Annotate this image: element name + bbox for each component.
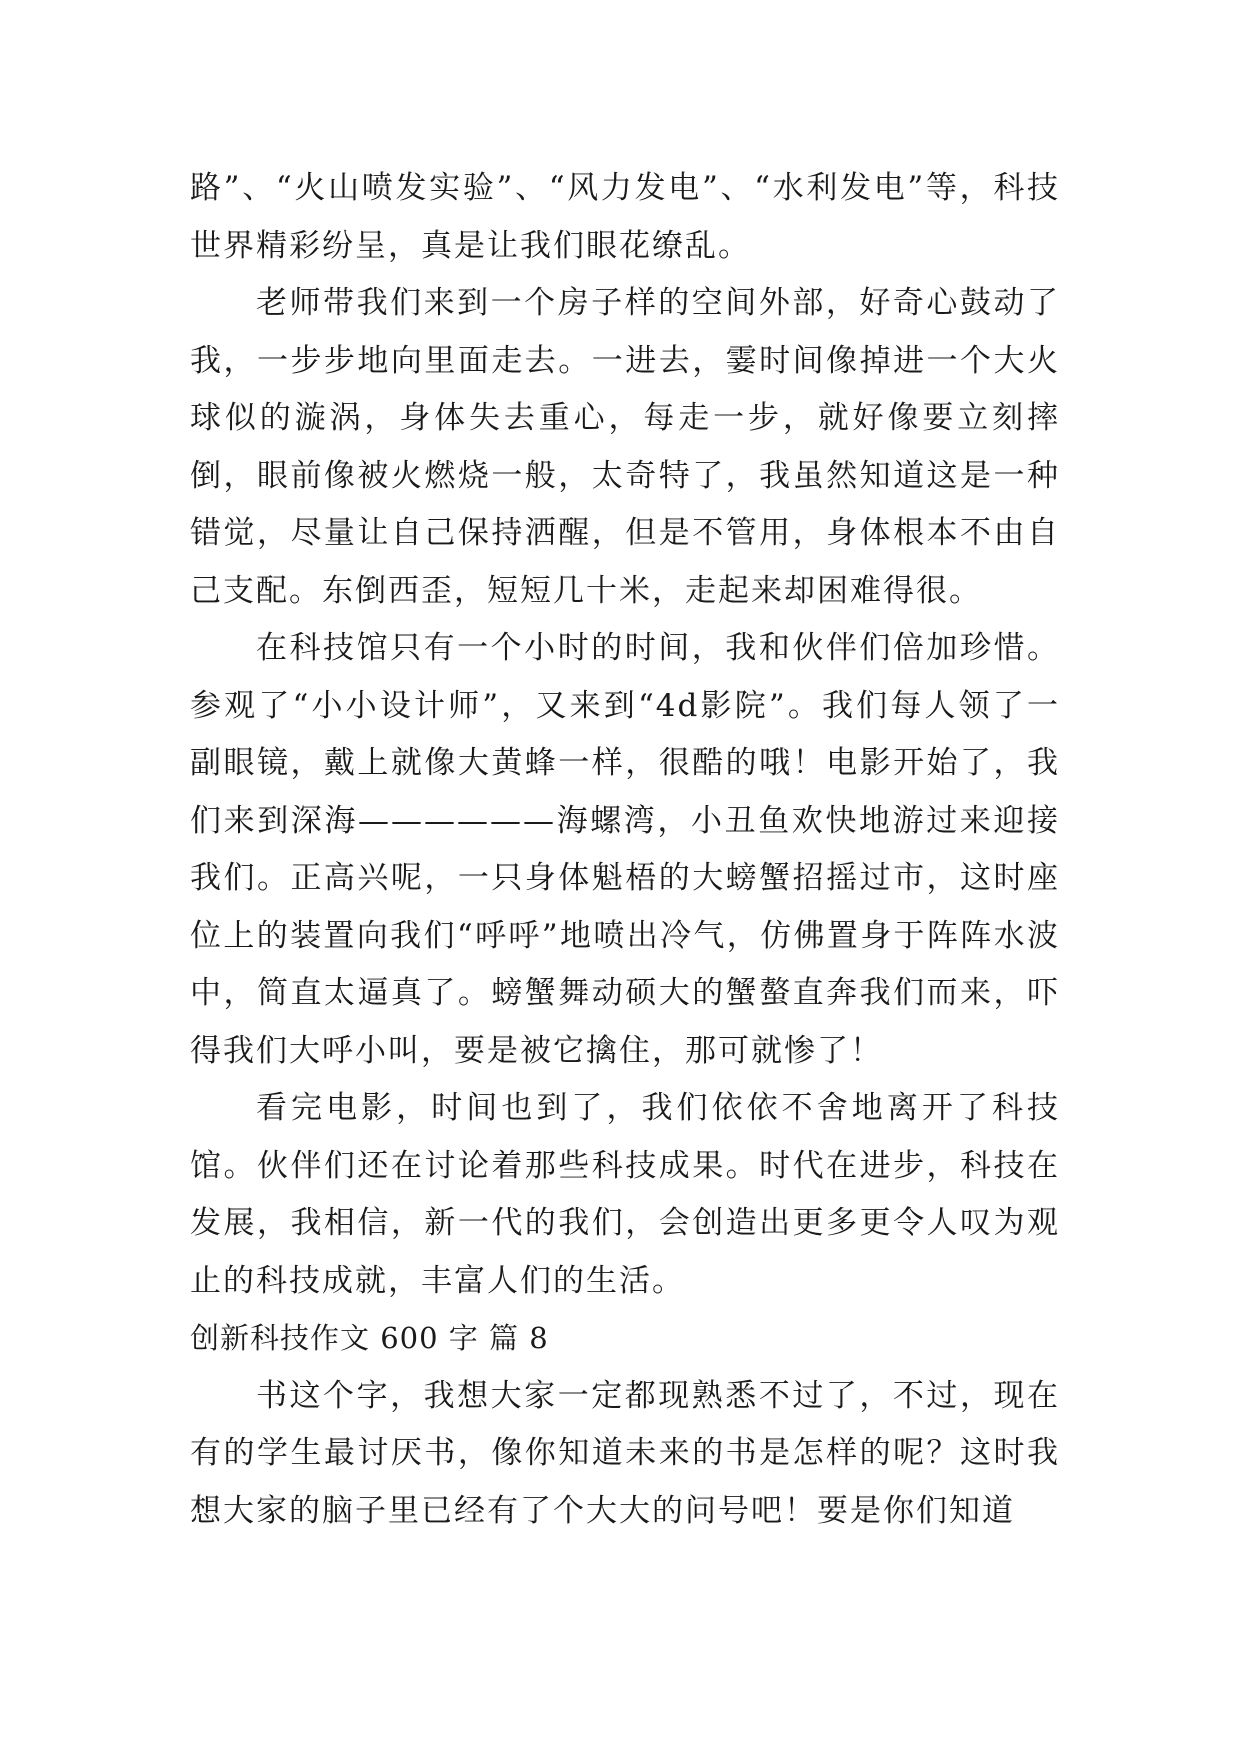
paragraph-5: 书这个字，我想大家一定都现熟悉不过了，不过，现在有的学生最讨厌书，像你知道未来的书是怎样的呢？这时我想大家的脑子里已经有了个大大的问号吧！要是你们知道 xyxy=(190,1377,1060,1529)
paragraph-3: 在科技馆只有一个小时的时间，我和伙伴们倍加珍惜。参观了“小小设计师”，又来到“4d影院”。我们每人领了一副眼镜，戴上就像大黄蜂一样，很酷的哦！电影开始了，我们来到深海——————海螺湾，小丑鱼欢快地游过来迎接我们。正高兴呢，一只身体魁梧的大螃蟹招摇过市，这时座位上的装置向我们“呼呼”地喷出冷气，仿佛置身于阵阵水波中，简直太逼真了。螃蟹舞动硕大的蟹螯直奔我们而来，吓得我们大呼小叫，要是被它擒住，那可就惨了！ xyxy=(190,630,1060,1069)
section-heading: 创新科技作文 600 字 篇 8 xyxy=(190,1321,549,1355)
paragraph-2: 老师带我们来到一个房子样的空间外部，好奇心鼓动了我，一步步地向里面走去。一进去，霎时间像掉进一个大火球似的漩涡，身体失去重心，每走一步，就好像要立刻摔倒，眼前像被火燃烧一般，太奇特了，我虽然知道这是一种错觉，尽量让自己保持洒醒，但是不管用，身体根本不由自己支配。东倒西歪，短短几十米，走起来却困难得很。 xyxy=(190,285,1060,609)
paragraph-4: 看完电影，时间也到了，我们依依不舍地离开了科技馆。伙伴们还在讨论着那些科技成果。时代在进步，科技在发展，我相信，新一代的我们，会创造出更多更令人叹为观止的科技成就，丰富人们的生活。 xyxy=(190,1090,1060,1299)
paragraph-1: 路”、“火山喷发实验”、“风力发电”、“水利发电”等，科技世界精彩纷呈，真是让我们眼花缭乱。 xyxy=(190,170,1060,264)
document-body xyxy=(190,160,1060,1540)
